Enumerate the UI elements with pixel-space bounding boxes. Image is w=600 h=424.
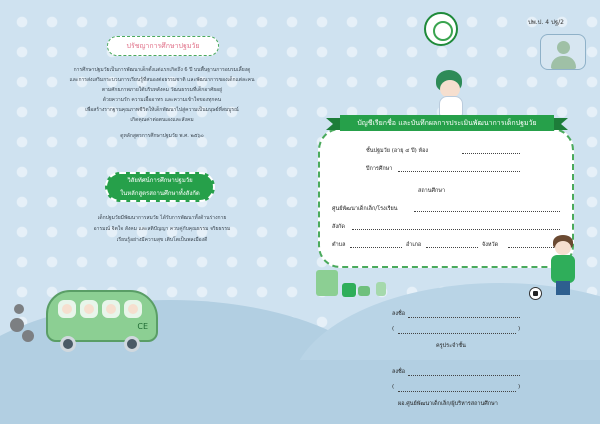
signature-field-teacher[interactable] <box>408 317 520 318</box>
vision-title <box>105 172 215 202</box>
bus-wheel <box>124 336 140 352</box>
philosophy-line: เพื่อสร้างรากฐานคุณภาพชีวิตให้เด็กพัฒนาไปสู่ความเป็นมนุษย์ที่สมบูรณ์ <box>85 107 239 113</box>
signature-role: ผอ.ศูนย์พัฒนาเด็กเล็ก/ผู้บริหารสถานศึกษา <box>398 401 498 407</box>
vision-line: เรียนรู้อย่างมีความสุข เติบโตเป็นพลเมืองดี <box>116 237 208 243</box>
vision-title-line1: วิสัยทัศน์การศึกษาปฐมวัย <box>127 177 193 184</box>
smoke-puff <box>14 304 24 314</box>
name-field-teacher[interactable] <box>398 333 516 334</box>
boy-face <box>555 241 571 255</box>
avatar-body-icon <box>551 56 576 69</box>
boy-legs <box>556 281 570 295</box>
center-field[interactable] <box>414 211 560 212</box>
child-face <box>128 304 138 314</box>
signature-field-director[interactable] <box>408 375 520 376</box>
boy-body <box>551 255 575 283</box>
signature-role: ครูประจำชั้น <box>436 343 466 349</box>
subdistrict-label: ตำบล <box>332 242 346 248</box>
district-label: อำเภอ <box>406 242 422 248</box>
toy-block <box>342 283 356 297</box>
year-field[interactable] <box>398 171 520 172</box>
photo-placeholder[interactable] <box>540 34 586 70</box>
province-label: จังหวัด <box>482 242 499 248</box>
signature-paren-close: ) <box>518 384 521 390</box>
signature-paren-close: ) <box>518 326 521 332</box>
name-field-director[interactable] <box>398 391 516 392</box>
toy-block <box>376 282 386 296</box>
child-face <box>106 304 116 314</box>
philosophy-title: ปรัชญาการศึกษาปฐมวัย <box>107 36 219 56</box>
year-label: ปีการศึกษา <box>366 166 393 172</box>
school-heading: สถานศึกษา <box>418 188 446 194</box>
class-field[interactable] <box>462 153 520 154</box>
avatar-head-icon <box>557 41 570 54</box>
toy-block <box>358 286 370 296</box>
province-field[interactable] <box>508 247 560 248</box>
child-face <box>62 304 72 314</box>
center-label: ศูนย์พัฒนาเด็กเล็ก/โรงเรียน <box>332 206 398 212</box>
smoke-puff <box>22 330 34 342</box>
signature-paren-open: ( <box>392 384 395 390</box>
form-code: ปพ.ป. 4 ปฐ/2 <box>528 19 564 26</box>
vision-line: อารมณ์ จิตใจ สังคม และสติปัญญา ควบคู่กับคุณธรรม จริยธรรม <box>93 226 231 232</box>
philosophy-line: ด้วยความรัก ความเอื้ออาทร และความเข้าใจของทุกคน <box>102 97 222 103</box>
philosophy-line: ตามศักยภาพภายใต้บริบทสังคม วัฒนธรรมที่เด็กอาศัยอยู่ <box>101 87 223 93</box>
record-banner: บัญชีเรียกชื่อ และบันทึกผลการประเมินพัฒนาการเด็กปฐมวัย <box>340 115 554 131</box>
vision-line: เด็กปฐมวัยมีพัฒนาการสมวัย ได้รับการพัฒนาทั้งด้านร่างกาย <box>97 215 227 221</box>
philosophy-line: เกิดคุณค่าต่อตนเองและสังคม <box>130 117 194 123</box>
bus-wheel <box>60 336 76 352</box>
vision-title-line2: ในหลักสูตรสถานศึกษาทั้งสังกัด <box>120 190 200 197</box>
emblem-seal <box>424 12 458 46</box>
school-bus-illustration <box>46 290 158 342</box>
girl-body <box>439 96 463 116</box>
bus-plate: CE <box>137 322 148 331</box>
signature-label: ลงชื่อ <box>392 311 406 317</box>
football-icon <box>529 287 542 300</box>
philosophy-reference: ดูหลักสูตรการศึกษาปฐมวัย พ.ศ. ๒๕๖๐ <box>120 133 204 139</box>
child-face <box>84 304 94 314</box>
signature-paren-open: ( <box>392 326 395 332</box>
affiliation-label: สังกัด <box>332 224 345 230</box>
class-label: ชั้นปฐมวัย (อายุ ๔ ปี) ห้อง <box>366 148 429 154</box>
subdistrict-field[interactable] <box>350 247 402 248</box>
philosophy-line: และการส่งเสริมกระบวนการเรียนรู้ที่สนองต่อธรรมชาติ และพัฒนาการของเด็กแต่ละคน <box>69 77 255 83</box>
signature-label: ลงชื่อ <box>392 369 406 375</box>
toy-robot <box>316 270 338 296</box>
philosophy-line: การศึกษาปฐมวัยเป็นการพัฒนาเด็กตั้งแต่แรกเกิดถึง 6 ปี บนพื้นฐานการอบรมเลี้ยงดู <box>73 67 251 73</box>
district-field[interactable] <box>426 247 478 248</box>
smoke-puff <box>10 318 24 332</box>
affiliation-field[interactable] <box>352 229 560 230</box>
ground <box>0 360 600 424</box>
